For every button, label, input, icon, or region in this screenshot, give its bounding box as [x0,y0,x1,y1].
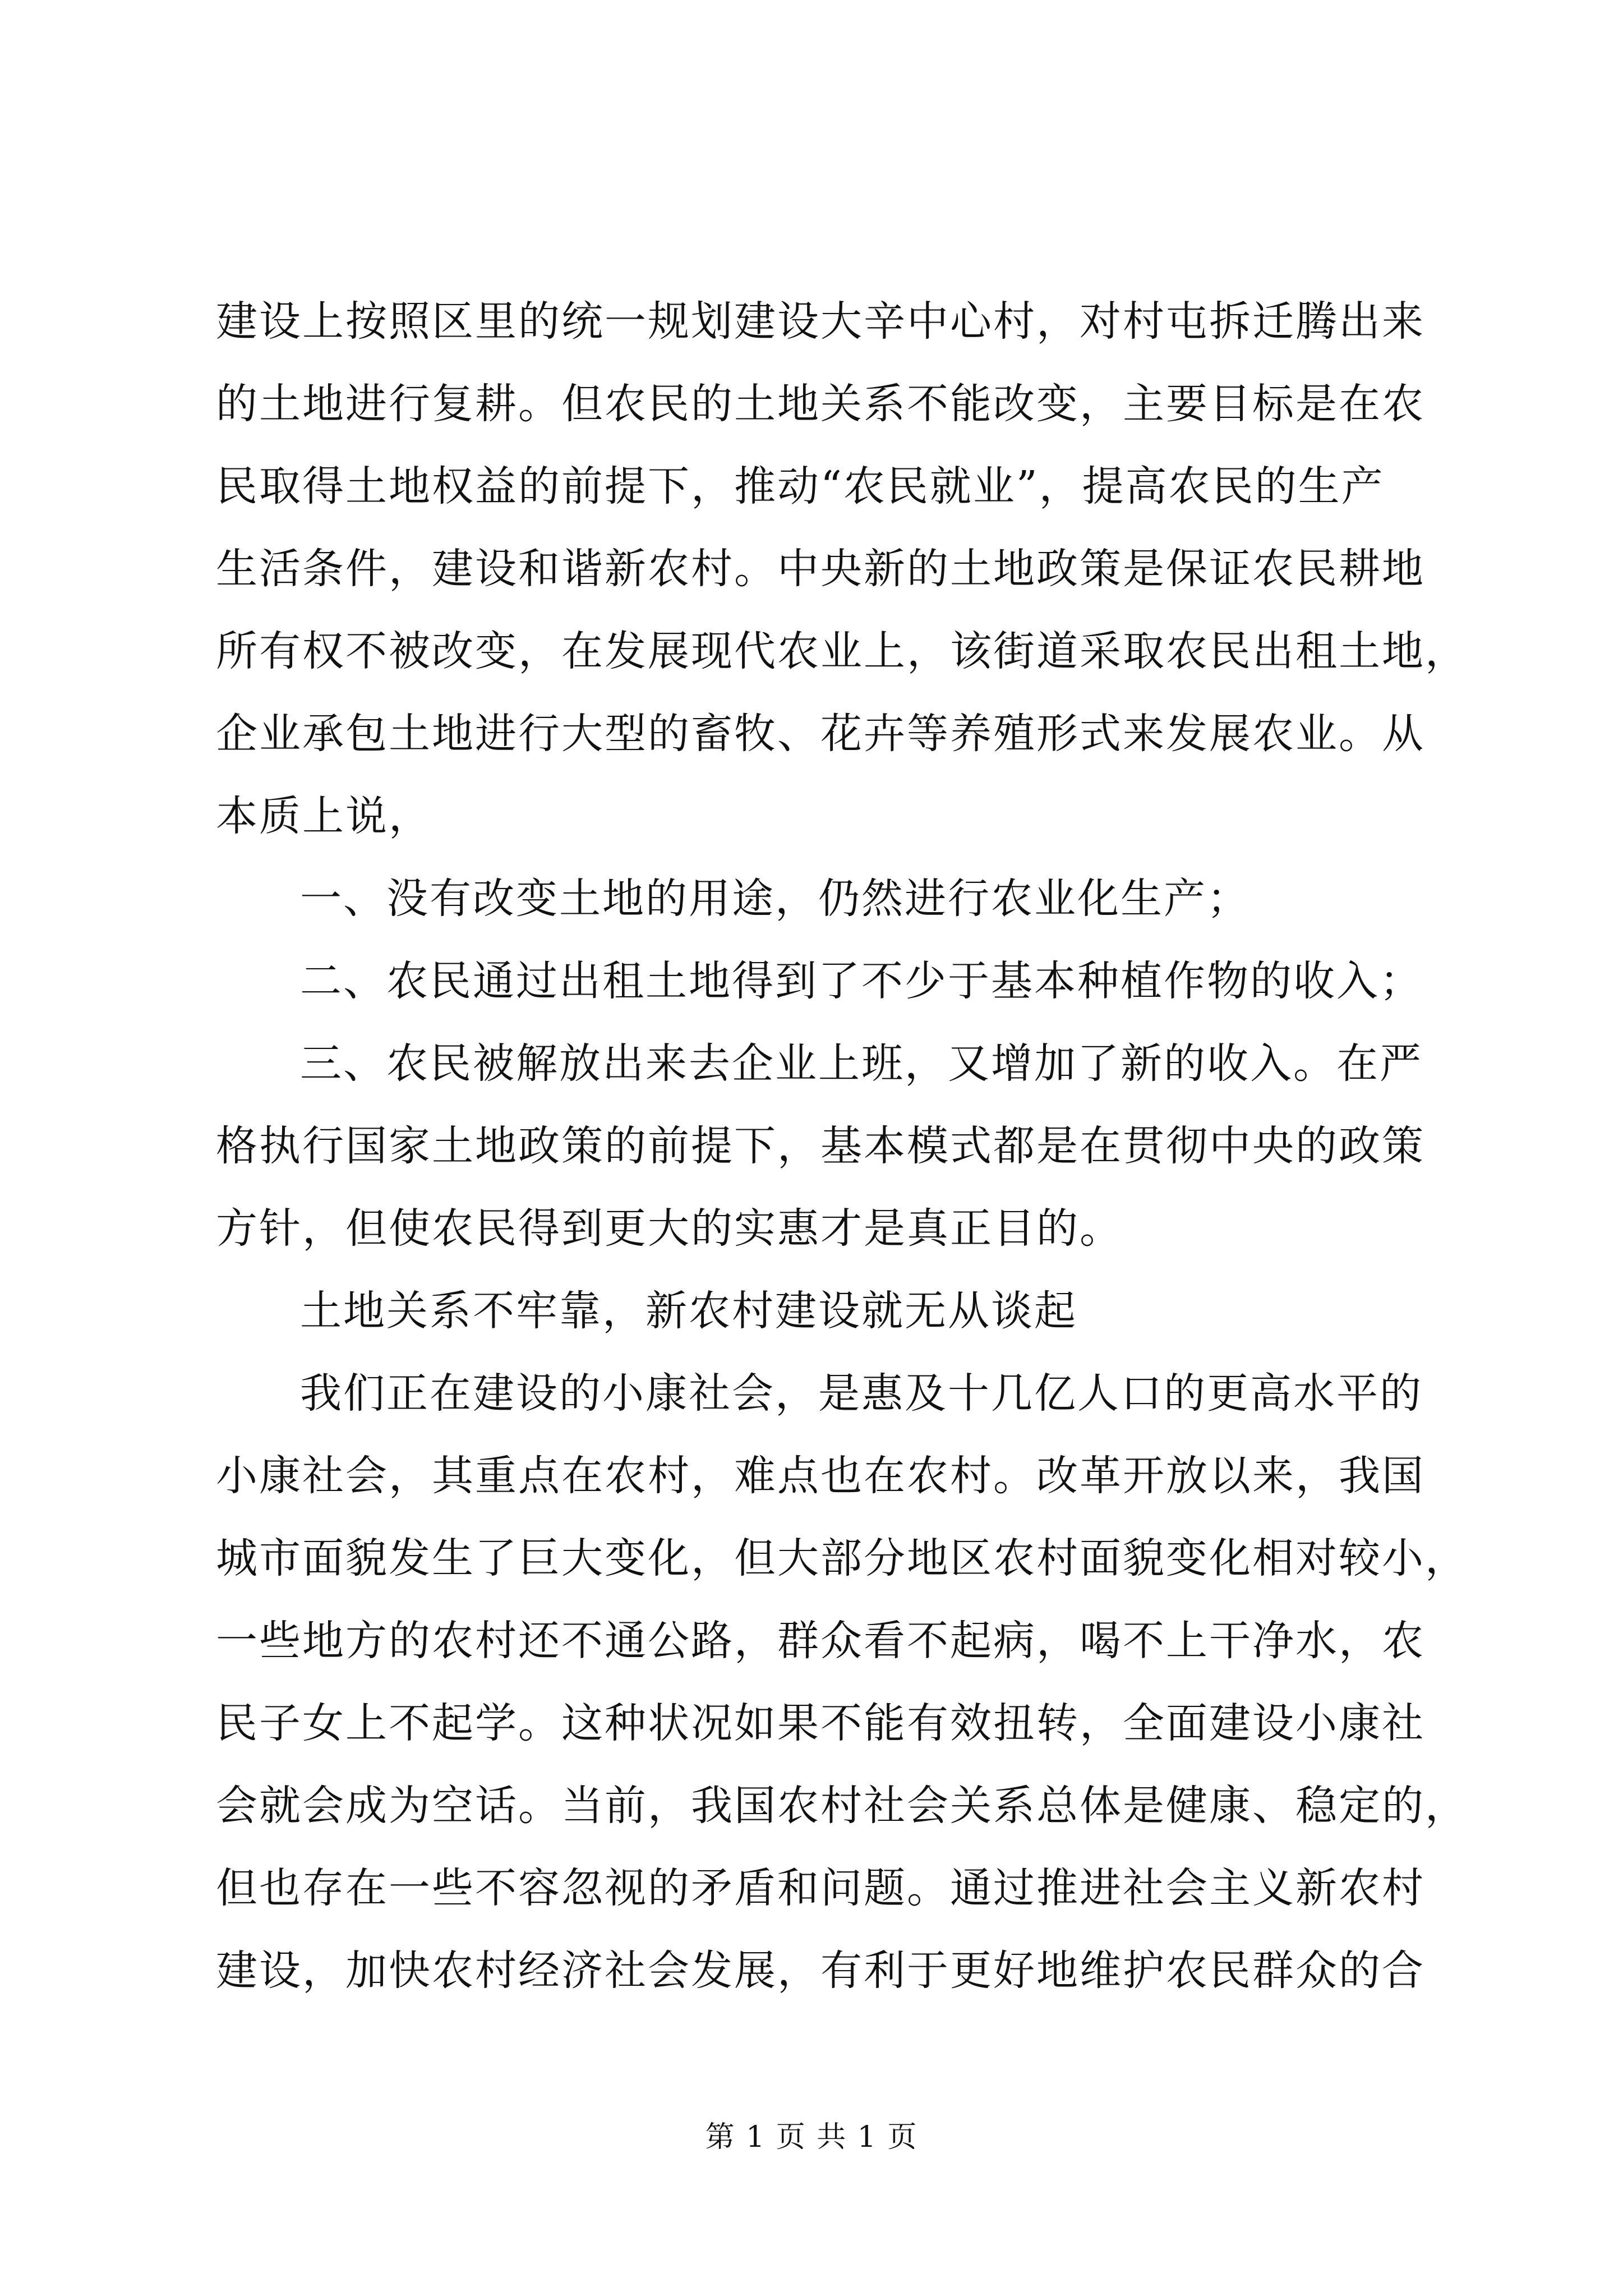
text-line: 建设，加快农村经济社会发展，有利于更好地维护农民群众的合 [216,1947,1425,1995]
text-line: 建设上按照区里的统一规划建设大辛中心村，对村屯拆迁腾出来 [216,297,1425,346]
text-line: 企业承包土地进行大型的畜牧、花卉等养殖形式来发展农业。从 [216,710,1425,758]
body-text [216,280,1468,2012]
text-line: 方针，但使农民得到更大的实惠才是真正目的。 [216,1204,1123,1253]
text-line: 城市面貌发生了巨大变化，但大部分地区农村面貌变化相对较小， [216,1534,1468,1582]
text-line: 但也存在一些不容忽视的矛盾和问题。通过推进社会主义新农村 [216,1864,1425,1912]
text-line: 的土地进行复耕。但农民的土地关系不能改变，主要目标是在农 [216,380,1425,428]
list-item-second: 二、农民通过出租土地得到了不少于基本种植作物的收入； [300,957,1423,1005]
list-item-third: 三、农民被解放出来去企业上班，又增加了新的收入。在严 [300,1039,1423,1088]
page-footer [0,2118,1623,2157]
text-line: 生活条件，建设和谐新农村。中央新的土地政策是保证农民耕地 [216,545,1425,593]
text-line: 格执行国家土地政策的前提下，基本模式都是在贯彻中央的政策 [216,1122,1425,1170]
text-line: 所有权不被改变，在发展现代农业上，该街道采取农民出租土地， [216,627,1468,675]
paragraph-start: 我们正在建设的小康社会，是惠及十几亿人口的更高水平的 [300,1369,1423,1418]
text-line: 本质上说， [216,792,432,840]
text-line: 民子女上不起学。这种状况如果不能有效扭转，全面建设小康社 [216,1699,1425,1747]
text-line: 一些地方的农村还不通公路，群众看不起病，喝不上干净水，农 [216,1617,1425,1665]
section-heading: 土地关系不牢靠，新农村建设就无从谈起 [300,1287,1077,1335]
list-item-first: 一、没有改变土地的用途，仍然进行农业化生产； [300,875,1250,923]
text-line: 小康社会，其重点在农村，难点也在农村。改革开放以来，我国 [216,1452,1425,1500]
text-line: 会就会成为空话。当前，我国农村社会关系总体是健康、稳定的， [216,1782,1468,1830]
page-number: 第 1 页 共 1 页 [705,2120,918,2154]
text-line: 民取得土地权益的前提下，推动“农民就业”，提高农民的生产 [216,462,1385,510]
